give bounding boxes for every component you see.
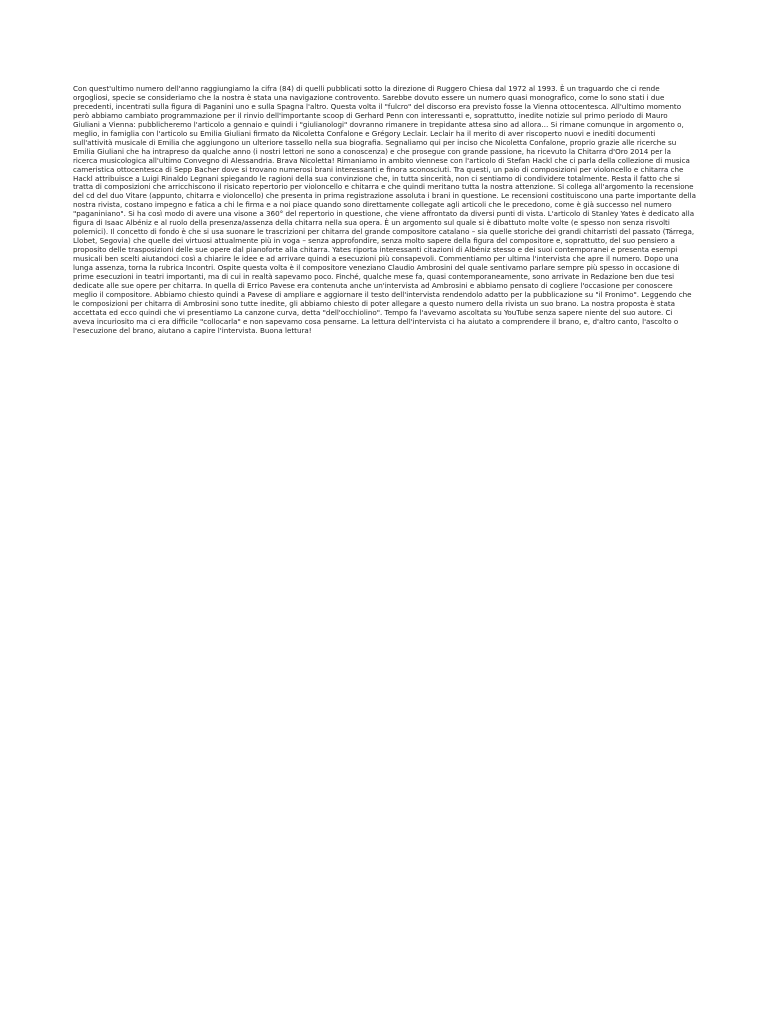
- editorial-body-text: Con quest'ultimo numero dell'anno raggiungiamo la cifra (84) di quelli pubblicati sotto la direzione di Ruggero Chiesa dal 1972 al 1993. È un traguardo che ci rende orgogliosi, specie se consideriamo che la nostra è stata una navigazione controvento. Sarebbe dovuto essere un numero quasi monografico, come lo sono stati i due precedenti, incentrati sulla figura di Paganini uno e sulla Spagna l'altro. Questa volta il "fulcro" del discorso era previsto fosse la Vienna ottocentesca. All'ultimo momento però abbiamo cambiato programmazione per il rinvio dell'importante scoop di Gerhard Penn con interessanti e, soprattutto, inedite notizie sul primo periodo di Mauro Giuliani a Vienna: pubblicheremo l'articolo a gennaio e quindi i "giulianologi" dovranno rimanere in trepidante attesa sino ad allora… Si rimane comunque in argomento o, meglio, in famiglia con l'articolo su Emilia Giuliani firmato da Nicoletta Confalone e Grégory Leclair. Leclair ha il merito di aver riscoperto nuovi e inediti documenti sull'attività musicale di Emilia che aggiungono un ulteriore tassello nella sua biografia. Segnaliamo qui per inciso che Nicoletta Confalone, proprio grazie alle ricerche su Emilia Giuliani che ha intrapreso da qualche anno (i nostri lettori ne sono a conoscenza) e che prosegue con grande passione, ha ricevuto la Chitarra d'Oro 2014 per la ricerca musicologica all'ultimo Convegno di Alessandria. Brava Nicoletta! Rimaniamo in ambito viennese con l'articolo di Stefan Hackl che ci parla della collezione di musica cameristica ottocentesca di Sepp Bacher dove si trovano numerosi brani interessanti e finora sconosciuti. Tra questi, un paio di composizioni per violoncello e chitarra che Hackl attribuisce a Luigi Rinaldo Legnani spiegando le ragioni della sua convinzione che, in tutta sincerità, non ci sentiamo di condividere totalmente. Resta il fatto che si tratta di composizioni che arricchiscono il risicato repertorio per violoncello e chitarra e che quindi meritano tutta la nostra attenzione. Si collega all'argomento la recensione del cd del duo Vitare (appunto, chitarra e violoncello) che presenta in prima registrazione assoluta i brani in questione. Le recensioni costituiscono una parte importante della nostra rivista, costano impegno e fatica a chi le firma e a noi piace quando sono direttamente collegate agli articoli che le precedono, come è già successo nel numero "paganiniano". Si ha così modo di avere una visone a 360° del repertorio in questione, che viene affrontato da diversi punti di vista. L'articolo di Stanley Yates è dedicato alla figura di Isaac Albéniz e al ruolo della presenza/assenza della chitarra nella sua opera. È un argomento sul quale si è dibattuto molte volte (e spesso non senza risvolti polemici). Il concetto di fondo è che si usa suonare le trascrizioni per chitarra del grande compositore catalano – sia quelle storiche dei grandi chitarristi del passato (Tárrega, Llobet, Segovia) che quelle dei virtuosi attualmente più in voga – senza approfondire, senza molto sapere della figura del compositore e, soprattutto, del suo pensiero a proposito delle trasposizioni delle sue opere dal pianoforte alla chitarra. Yates riporta interessanti citazioni di Albéniz stesso e dei suoi contemporanei e presenta esempi musicali ben scelti aiutandoci così a chiarire le idee e ad arrivare quindi a esecuzioni più consapevoli. Commentiamo per ultima l'intervista che apre il numero. Dopo una lunga assenza, torna la rubrica Incontri. Ospite questa volta è il compositore veneziano Claudio Ambrosini del quale sentivamo parlare sempre più spesso in occasione di prime esecuzioni in teatri importanti, ma di cui in realtà sapevamo poco. Finché, qualche mese fa, quasi contemporaneamente, sono arrivate in Redazione ben due tesi dedicate alle sue opere per chitarra. In quella di Errico Pavese era contenuta anche un'intervista ad Ambrosini e abbiamo pensato di cogliere l'occasione per conoscere meglio il compositore. Abbiamo chiesto quindi a Pavese di ampliare e aggiornare il testo dell'intervista rendendolo adatto per la pubblicazione su "il Fronimo". Leggendo che le composizioni per chitarra di Ambrosini sono tutte inedite, gli abbiamo chiesto di poter allegare a questo numero della rivista un suo brano. La nostra proposta è stata accettata ed ecco quindi che vi presentiamo La canzone curva, detta "dell'occhiolino". Tempo fa l'avevamo ascoltata su YouTube senza sapere niente del suo autore. Ci aveva incuriosito ma ci era difficile "collocarla" e non sapevamo cosa pensarne. La lettura dell'intervista ci ha aiutato a comprendere il brano, e, d'altro canto, l'ascolto o l'esecuzione del brano, aiutano a capire l'intervista. Buona lettura!: [73, 84, 696, 335]
